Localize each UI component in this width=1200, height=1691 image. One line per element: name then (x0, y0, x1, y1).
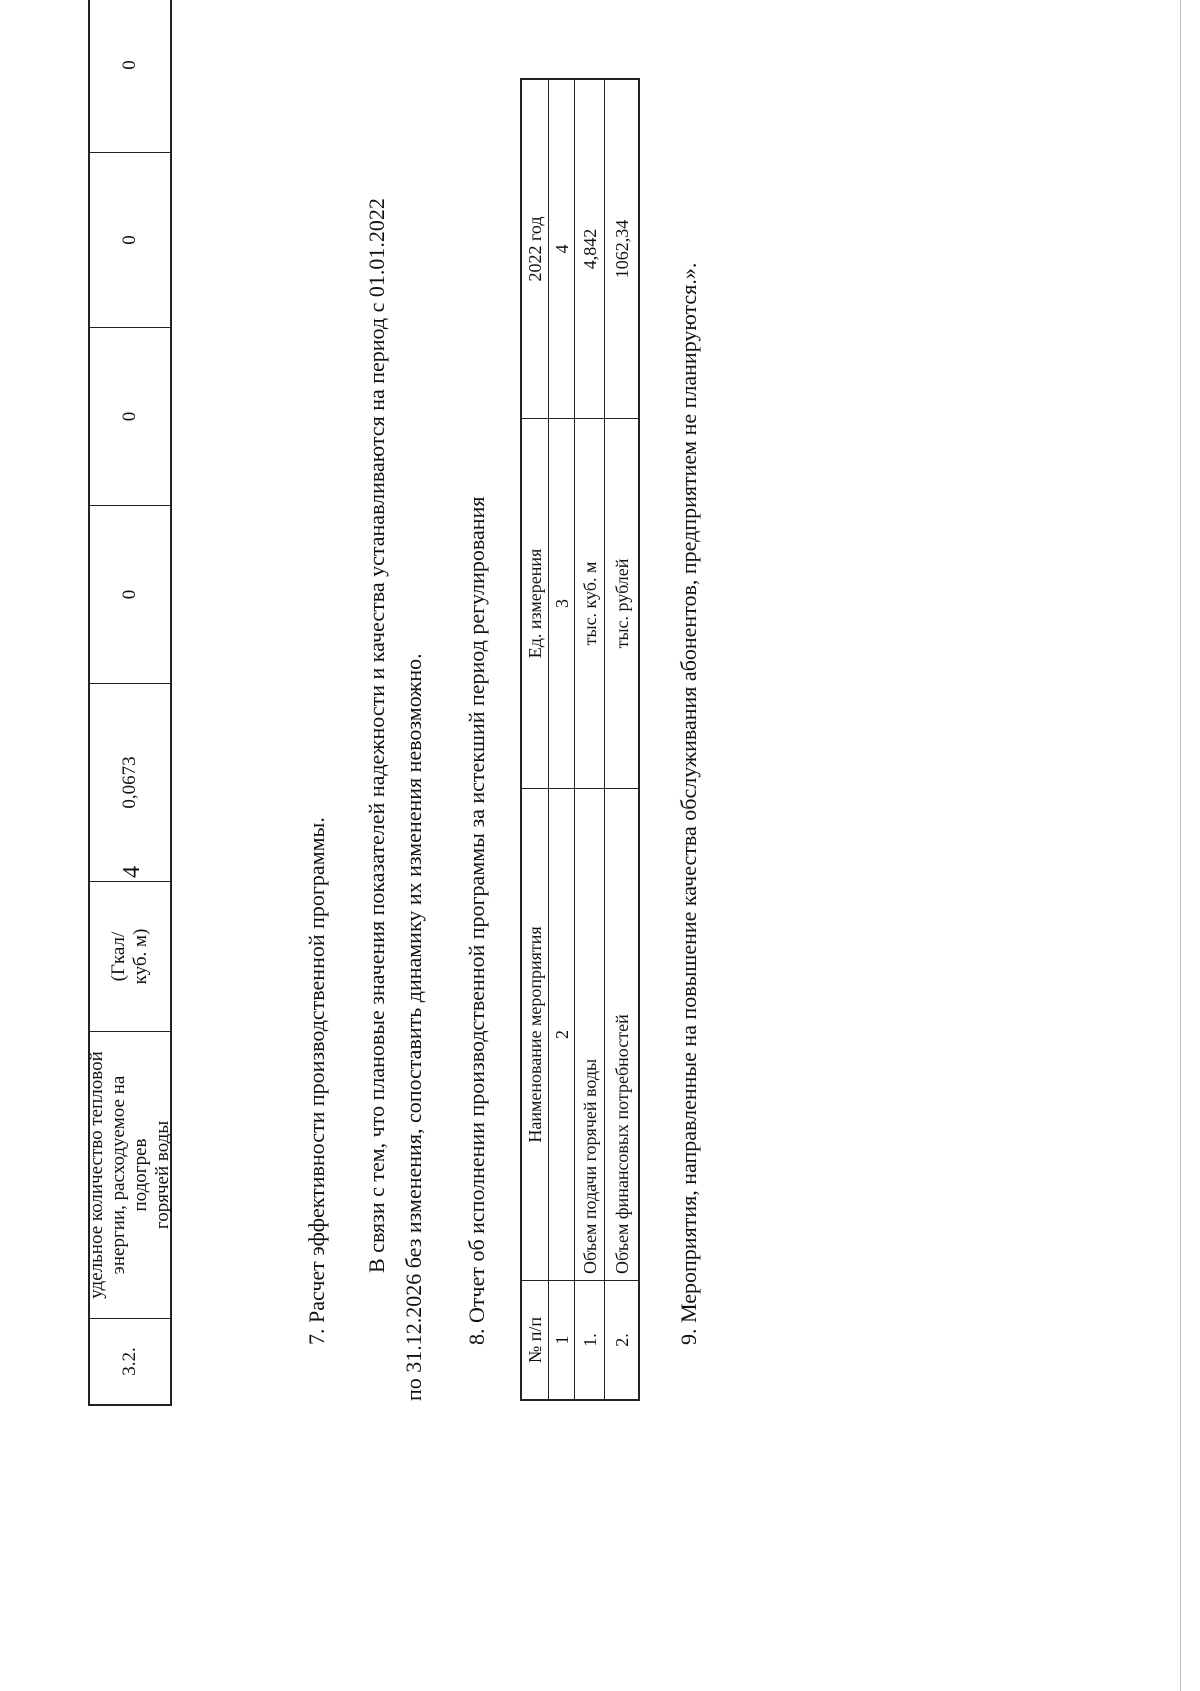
section-7-heading: 7. Расчет эффективности производственной программы. (304, 817, 329, 1345)
row-number-cell: 1. (579, 1333, 600, 1347)
indicator-name-line: горячей воды (152, 1120, 173, 1230)
header-cell: № п/п (525, 1317, 545, 1363)
table-index-row (548, 80, 574, 1399)
table-cell-value: 0 (90, 0, 170, 153)
indicator-table (88, 0, 172, 1406)
scan-edge-line (1180, 0, 1181, 1691)
table-header-row (522, 80, 548, 1399)
indicator-name-line: энергии, расходуемое на подогрев (108, 1075, 151, 1275)
index-cell: 1 (551, 1335, 572, 1345)
index-cell: 3 (549, 419, 574, 789)
report-table (520, 78, 640, 1401)
index-cell: 4 (549, 80, 574, 419)
section-8-heading: 8. Отчет об исполнении производственной программы за истекший период регулирования (464, 496, 489, 1345)
index-cell: 2 (549, 789, 574, 1281)
indicator-name-line: удельное количество тепловой (86, 1051, 107, 1299)
table-cell-value: 0 (90, 328, 170, 506)
section-7-paragraph-line2: по 31.12.2026 без изменения, сопоставить динамику их изменения невозможно. (401, 653, 426, 1401)
table-cell-indicator-name (86, 1032, 173, 1319)
unit-cell: тыс. куб. м (575, 419, 604, 789)
row-number-cell: 2. (611, 1333, 632, 1347)
value-cell: 4,842 (575, 80, 604, 419)
header-cell: Наименование мероприятия (522, 789, 548, 1281)
table-cell-value: 0,0673 (90, 684, 170, 882)
table-cell-value: 0 (90, 153, 170, 328)
header-cell: 2022 год (522, 80, 548, 419)
value-cell: 1062,34 (605, 80, 638, 419)
table-row (604, 80, 638, 1399)
measure-name-cell: Объем подачи горячей воды (575, 789, 604, 1281)
section-9-text: 9. Мероприятия, направленные на повышение качества обслуживания абонентов, предприятием не планируются.». (676, 262, 701, 1345)
table-cell-value: 0 (90, 506, 170, 684)
table-cell-num: 3.2. (119, 1347, 140, 1376)
measure-name-cell: Объем финансовых потребностей (605, 789, 638, 1281)
table-row (574, 80, 604, 1399)
unit-line: куб. м) (130, 928, 151, 985)
unit-line: (Гкал/ (108, 931, 129, 982)
page-number: 4 (119, 866, 145, 878)
unit-cell: тыс. рублей (605, 419, 638, 789)
header-cell: Ед. измерения (522, 419, 548, 789)
section-7-paragraph-line1: В связи с тем, что плановые значения показателей надежности и качества устанавливаются на период с 01.01.2022 (364, 198, 389, 1273)
table-cell-unit (90, 882, 170, 1032)
